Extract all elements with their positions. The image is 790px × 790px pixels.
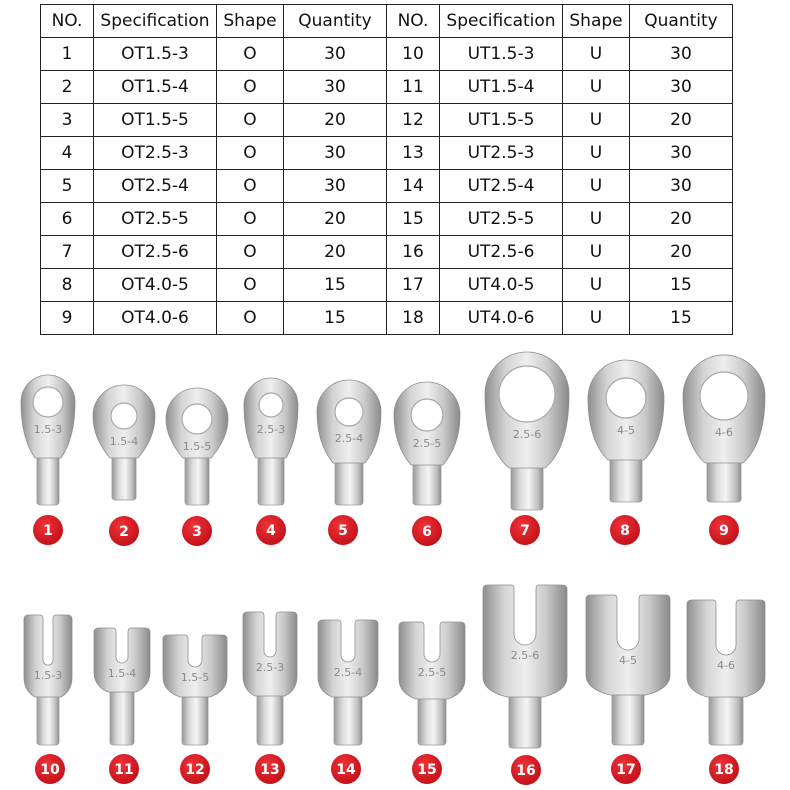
cell-quantity: 20 <box>284 203 387 236</box>
cell-shape: O <box>217 38 284 71</box>
header-quantity: Quantity <box>284 5 387 38</box>
cell-quantity: 15 <box>284 302 387 335</box>
badge-number: 8 <box>620 523 630 539</box>
cell-shape: U <box>563 38 630 71</box>
cell-quantity: 30 <box>630 71 733 104</box>
cell-shape: O <box>217 137 284 170</box>
cell-quantity: 20 <box>630 236 733 269</box>
cell-specification: OT2.5-6 <box>94 236 217 269</box>
cell-no: 10 <box>387 38 440 71</box>
header-quantity: Quantity <box>630 5 733 38</box>
number-badge <box>109 516 139 546</box>
ring-terminal <box>683 355 765 545</box>
cell-quantity: 15 <box>630 269 733 302</box>
number-badge <box>709 515 739 545</box>
number-badge <box>182 516 212 546</box>
cell-shape: O <box>217 104 284 137</box>
cell-no: 16 <box>387 236 440 269</box>
cell-specification: OT2.5-3 <box>94 137 217 170</box>
stamp-label: 1.5-3 <box>33 669 63 682</box>
header-specification: Specification <box>440 5 563 38</box>
cell-specification: OT1.5-5 <box>94 104 217 137</box>
fork-terminal <box>163 635 227 784</box>
cell-shape: O <box>217 71 284 104</box>
number-badge <box>255 754 285 784</box>
cell-specification: UT2.5-4 <box>440 170 563 203</box>
number-badge <box>709 754 739 784</box>
badge-number: 11 <box>114 762 134 778</box>
number-badge <box>610 515 640 545</box>
badge-number: 9 <box>719 523 729 539</box>
badge-number: 15 <box>417 762 437 778</box>
cell-specification: UT2.5-6 <box>440 236 563 269</box>
number-badge <box>328 515 358 545</box>
cell-no: 12 <box>387 104 440 137</box>
ring-terminal <box>166 388 228 546</box>
stamp-label: 2.5-4 <box>333 666 363 679</box>
cell-specification: UT1.5-4 <box>440 71 563 104</box>
number-badge <box>33 515 63 545</box>
badge-number: 16 <box>516 763 536 779</box>
cell-quantity: 30 <box>630 137 733 170</box>
fork-terminal <box>243 612 297 784</box>
cell-quantity: 20 <box>284 104 387 137</box>
cell-quantity: 30 <box>284 137 387 170</box>
fork-terminal <box>399 622 465 784</box>
header-shape: Shape <box>563 5 630 38</box>
cell-quantity: 30 <box>630 170 733 203</box>
ring-terminal <box>21 375 75 545</box>
cell-no: 7 <box>41 236 94 269</box>
cell-shape: U <box>563 71 630 104</box>
ring-terminal <box>485 352 569 545</box>
cell-specification: UT4.0-5 <box>440 269 563 302</box>
cell-no: 13 <box>387 137 440 170</box>
number-badge <box>35 754 65 784</box>
fork-terminal <box>318 620 378 784</box>
stamp-label: 1.5-5 <box>180 671 210 684</box>
number-badge <box>511 755 541 785</box>
cell-specification: OT1.5-3 <box>94 38 217 71</box>
cell-specification: UT1.5-5 <box>440 104 563 137</box>
badge-number: 6 <box>422 524 432 540</box>
cell-no: 1 <box>41 38 94 71</box>
cell-shape: U <box>563 137 630 170</box>
cell-no: 5 <box>41 170 94 203</box>
number-badge <box>510 515 540 545</box>
cell-no: 17 <box>387 269 440 302</box>
cell-no: 9 <box>41 302 94 335</box>
header-specification: Specification <box>94 5 217 38</box>
cell-shape: U <box>563 302 630 335</box>
cell-quantity: 30 <box>284 38 387 71</box>
stamp-label: 4-6 <box>715 426 733 439</box>
cell-specification: OT1.5-4 <box>94 71 217 104</box>
cell-shape: U <box>563 203 630 236</box>
cell-quantity: 20 <box>630 104 733 137</box>
stamp-label: 2.5-3 <box>255 661 285 674</box>
header-shape: Shape <box>217 5 284 38</box>
stamp-label: 2.5-5 <box>417 666 447 679</box>
badge-number: 18 <box>714 762 734 778</box>
cell-specification: OT4.0-6 <box>94 302 217 335</box>
cell-shape: U <box>563 104 630 137</box>
badge-number: 4 <box>266 523 276 539</box>
badge-number: 5 <box>338 523 348 539</box>
cell-shape: O <box>217 203 284 236</box>
cell-no: 14 <box>387 170 440 203</box>
cell-no: 11 <box>387 71 440 104</box>
cell-quantity: 15 <box>284 269 387 302</box>
fork-terminal <box>483 585 567 785</box>
fork-terminal <box>586 595 670 784</box>
cell-specification: UT4.0-6 <box>440 302 563 335</box>
cell-shape: U <box>563 170 630 203</box>
badge-number: 13 <box>260 762 280 778</box>
cell-specification: OT2.5-4 <box>94 170 217 203</box>
header-no: NO. <box>41 5 94 38</box>
ring-terminal <box>588 360 664 545</box>
fork-terminal <box>24 615 72 784</box>
cell-shape: O <box>217 170 284 203</box>
badge-number: 7 <box>520 523 530 539</box>
stamp-label: 4-5 <box>617 424 635 437</box>
number-badge <box>256 515 286 545</box>
cell-no: 18 <box>387 302 440 335</box>
number-badge <box>109 754 139 784</box>
fork-terminal <box>687 600 765 784</box>
number-badge <box>611 754 641 784</box>
number-badge <box>180 754 210 784</box>
cell-shape: U <box>563 236 630 269</box>
cell-no: 2 <box>41 71 94 104</box>
stamp-label: 2.5-5 <box>412 437 442 450</box>
cell-quantity: 30 <box>284 71 387 104</box>
cell-quantity: 20 <box>630 203 733 236</box>
stamp-label: 2.5-4 <box>334 432 364 445</box>
stamp-label: 1.5-4 <box>109 435 139 448</box>
stamp-label: 4-6 <box>717 659 735 672</box>
badge-number: 10 <box>40 762 60 778</box>
cell-shape: O <box>217 236 284 269</box>
cell-specification: OT2.5-5 <box>94 203 217 236</box>
cell-no: 6 <box>41 203 94 236</box>
ring-terminal <box>93 385 155 546</box>
fork-terminal <box>94 628 150 784</box>
badge-number: 14 <box>336 762 356 778</box>
cell-specification: UT1.5-3 <box>440 38 563 71</box>
badge-number: 3 <box>192 524 202 540</box>
ring-terminal <box>317 380 381 545</box>
cell-quantity: 20 <box>284 236 387 269</box>
stamp-label: 1.5-4 <box>107 667 137 680</box>
stamp-label: 1.5-5 <box>182 440 212 453</box>
cell-specification: UT2.5-3 <box>440 137 563 170</box>
badge-number: 2 <box>119 524 129 540</box>
stamp-label: 1.5-3 <box>33 423 63 436</box>
cell-quantity: 30 <box>284 170 387 203</box>
cell-shape: O <box>217 302 284 335</box>
cell-no: 3 <box>41 104 94 137</box>
cell-shape: O <box>217 269 284 302</box>
badge-number: 17 <box>616 762 636 778</box>
stamp-label: 2.5-6 <box>512 428 542 441</box>
cell-specification: OT4.0-5 <box>94 269 217 302</box>
cell-quantity: 15 <box>630 302 733 335</box>
cell-no: 8 <box>41 269 94 302</box>
cell-specification: UT2.5-5 <box>440 203 563 236</box>
number-badge <box>412 516 442 546</box>
badge-number: 12 <box>185 762 205 778</box>
stamp-label: 4-5 <box>619 654 637 667</box>
cell-no: 4 <box>41 137 94 170</box>
cell-quantity: 30 <box>630 38 733 71</box>
number-badge <box>412 754 442 784</box>
stamp-label: 2.5-3 <box>256 423 286 436</box>
stamp-label: 2.5-6 <box>510 649 540 662</box>
cell-no: 15 <box>387 203 440 236</box>
ring-terminal <box>394 382 460 546</box>
number-badge <box>331 754 361 784</box>
ring-terminal <box>244 378 298 545</box>
badge-number: 1 <box>43 523 53 539</box>
cell-shape: U <box>563 269 630 302</box>
header-no: NO. <box>387 5 440 38</box>
